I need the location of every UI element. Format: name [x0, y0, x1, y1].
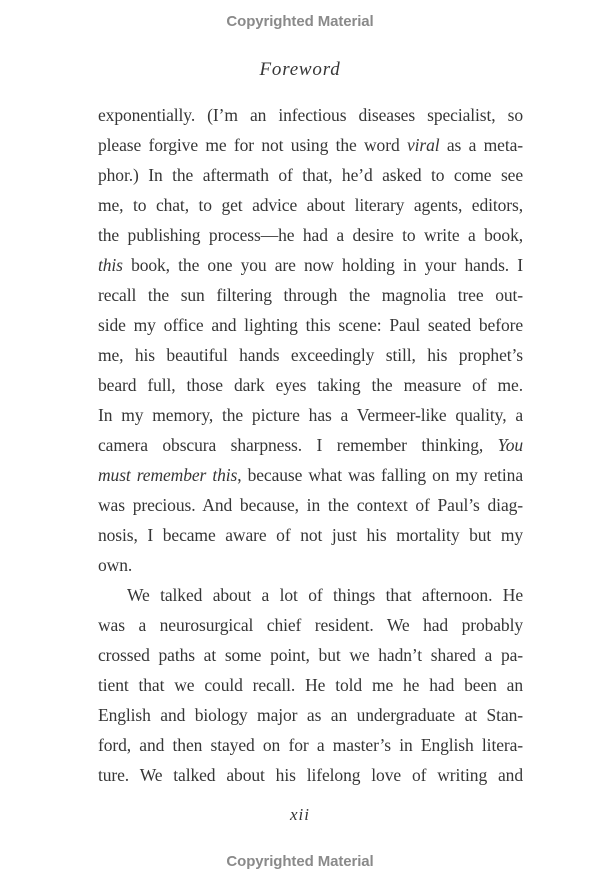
text-segment: camera obscura sharpness. I remember thinking,	[98, 435, 498, 455]
text-line	[98, 700, 523, 730]
italic-text-segment: You	[497, 435, 523, 455]
text-segment: exponentially. (I’m an infectious diseases specialist, so	[98, 105, 523, 125]
italic-text-segment: this	[98, 255, 123, 275]
page-body-text	[98, 100, 523, 790]
text-segment: ture. We talked about his lifelong love of writing and	[98, 765, 523, 785]
text-segment: side my office and lighting this scene: Paul seated before	[98, 315, 523, 335]
text-line	[98, 550, 523, 580]
text-line	[98, 520, 523, 550]
text-line	[98, 670, 523, 700]
text-segment: In my memory, the picture has a Vermeer-like quality, a	[98, 405, 523, 425]
text-segment: tient that we could recall. He told me he had been an	[98, 675, 523, 695]
text-line	[98, 640, 523, 670]
text-segment: recall the sun filtering through the magnolia tree out-	[98, 285, 523, 305]
text-line	[98, 130, 523, 160]
text-line	[98, 160, 523, 190]
text-segment: book, the one you are now holding in your hands. I	[122, 255, 523, 275]
text-line	[98, 400, 523, 430]
text-segment: crossed paths at some point, but we hadn’t shared a pa-	[98, 645, 523, 665]
text-line	[98, 760, 523, 790]
text-line	[98, 280, 523, 310]
text-segment: nosis, I became aware of not just his mortality but my	[98, 525, 523, 545]
italic-text-segment: viral	[406, 135, 440, 155]
text-segment: , because what was falling on my retina	[237, 465, 523, 485]
text-segment: We talked about a lot of things that afternoon. He	[127, 585, 523, 605]
text-line	[98, 310, 523, 340]
text-line	[98, 460, 523, 490]
text-segment: as a meta-	[439, 135, 523, 155]
text-line	[98, 100, 523, 130]
copyright-banner-bottom: Copyrighted Material	[226, 853, 374, 870]
text-line	[98, 430, 523, 460]
text-segment: me, to chat, to get advice about literary agents, editors,	[98, 195, 523, 215]
text-line	[98, 370, 523, 400]
text-segment: ford, and then stayed on for a master’s in English litera-	[98, 735, 523, 755]
text-line	[98, 730, 523, 760]
text-line	[98, 610, 523, 640]
text-segment: the publishing process—he had a desire to write a book,	[98, 225, 523, 245]
text-line	[98, 340, 523, 370]
text-line	[98, 190, 523, 220]
text-segment: please forgive me for not using the word	[98, 135, 407, 155]
page-number: xii	[290, 805, 310, 824]
text-segment: own.	[98, 555, 133, 575]
copyright-banner-top: Copyrighted Material	[226, 13, 374, 30]
chapter-heading: Foreword	[259, 59, 341, 80]
text-line	[98, 580, 523, 610]
text-segment: me, his beautiful hands exceedingly still, his prophet’s	[98, 345, 523, 365]
text-segment: was precious. And because, in the context of Paul’s diag-	[98, 495, 523, 515]
text-segment: beard full, those dark eyes taking the measure of me.	[98, 375, 523, 395]
text-line	[98, 490, 523, 520]
text-line	[98, 250, 523, 280]
italic-text-segment: must remember this	[98, 465, 238, 485]
text-line	[98, 220, 523, 250]
text-segment: phor.) In the aftermath of that, he’d asked to come see	[98, 165, 523, 185]
text-segment: was a neurosurgical chief resident. We had probably	[98, 615, 523, 635]
text-segment: English and biology major as an undergraduate at Stan-	[98, 705, 523, 725]
